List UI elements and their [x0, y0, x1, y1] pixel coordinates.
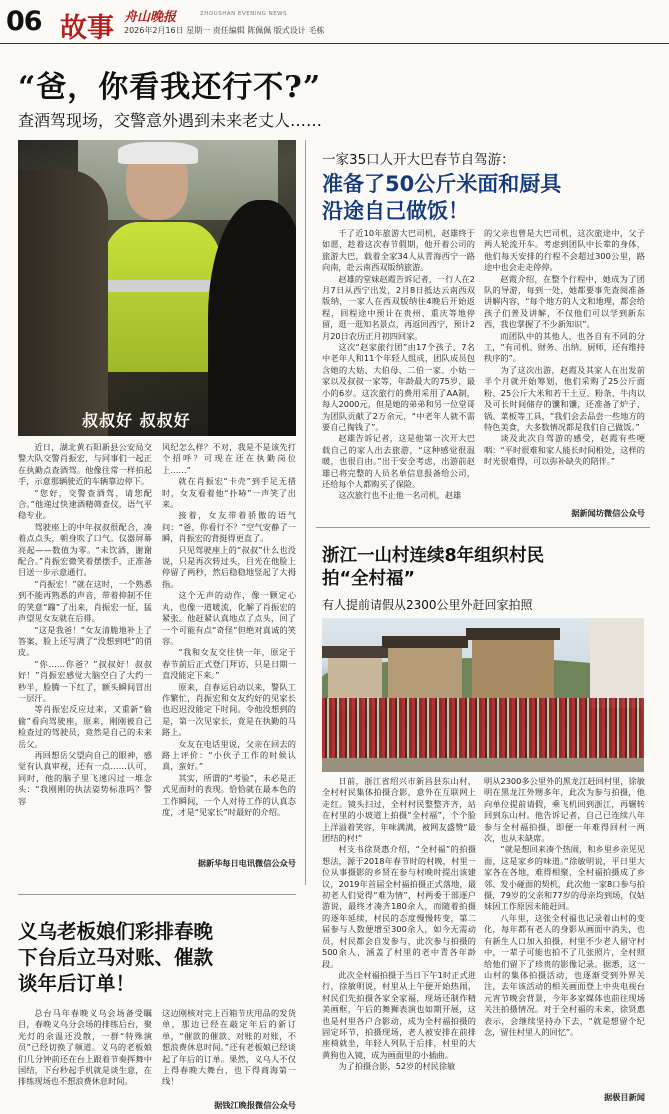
- story4-column-2: [162, 1008, 296, 1100]
- paragraph: “这是我爸！”女友清脆地补上了答案，脸上还写满了“没想到吧”的俏皮。: [18, 624, 152, 658]
- story3-subhead: 有人提前请假从2300公里外赶回家拍照: [322, 598, 533, 612]
- house-left-roof: [322, 646, 388, 658]
- story1-headline: “爸，你看我还行不?”: [18, 70, 322, 105]
- paragraph: “您好，交警查酒驾，请您配合。”他递过快速酒精筛查仪，语气平稳专业。: [18, 487, 152, 521]
- story1-credit: 据新华每日电讯微信公众号: [197, 858, 296, 868]
- ground: [322, 758, 644, 772]
- paragraph: 赵霞介绍，在整个行程中，她成为了团队的导游，每到一处，她都要事先查阅准备讲解内容，“每个地方的人文和地理，都会给孩子们普及讲解，不仅他们可以学到新东西，我也掌握了不少新知识”。: [484, 273, 645, 330]
- paragraph: 这次“赵家旅行团”由17个孩子、7名中老年人和11个年轻人组成，团队成员包含她的大姑、大伯母、二伯一家、小姑一家以及叔叔一家等，年龄最大的75岁，最小的6岁。这次旅行的费用采用了AA制，每人2000元，但是她的弟弟和另一位堂哥为团队贡献了2万余元，“中老年人就不需要自己掏钱了”。: [322, 342, 475, 432]
- story1-photo: [18, 140, 296, 436]
- paragraph: “肖振宏！”就在这时，一个熟悉到不能再熟悉的声音，带着抑制不住的笑意“蹦”了出来，肖振宏一怔，猛声望见女友就在后排。: [18, 578, 152, 624]
- paragraph: 这个无声的动作，像一颗定心丸，也像一道暖流，化解了肖振宏的紧张。他赶紧认真地点了点头，回了一个可能有点“奇怪”但绝对真诚的笑容。: [162, 590, 296, 646]
- house-right: [590, 618, 644, 708]
- officer-cap: [118, 142, 198, 164]
- paragraph: 风纪怎么样？不对，我是不是该先打个招呼？可现在还在执勤岗位上……”: [162, 442, 296, 475]
- crowd: [322, 698, 644, 762]
- paragraph: 八年里，这张全村福也记录着山村的变化，每年都有老人的身影从画面中消失，也有新生人口加入拍摄，村里不少老人留守村中，一辈子可能也拍不了几张照片，全村照给他们留下了珍贵的影像记录。据悉，这一山村的集体拍摄活动，也逐渐受到外界关注，去年该活动的相关画面登上中央电视台元宵节晚会背景，今年多家媒体也前往现场关注拍摄情况。对于全村福的未来，徐贤惠表示，会继续坚持办下去，“就是想留个纪念，留住村里人的回忆”。: [484, 912, 645, 1037]
- story4-column-1: [18, 1008, 152, 1112]
- paragraph: 只见驾驶座上的“叔叔”什么也没说，只是再次转过头，目光在他脸上停留了两秒，然后稳稳地竖起了大拇指。: [162, 544, 296, 589]
- story2-headline-line2: 沿途自己做饭！: [322, 199, 469, 223]
- story2-column-2: [484, 228, 645, 508]
- column-divider: [305, 140, 306, 885]
- car-seat-left: [18, 170, 108, 436]
- page-number: 06: [6, 6, 42, 37]
- paragraph: 的父亲也曾是大巴司机，这次旅途中，父子两人轮流开车。考虑到团队中长辈的身体，他们每天安排的行程不会超过300公里，路途中也会走走停停。: [484, 228, 645, 273]
- paragraph: 等肖振宏反应过来，又重新“偷偷”看向驾驶座，原来，刚刚被自己检查过的驾驶员，竟然是自己的未来岳父。: [18, 704, 152, 749]
- paragraph: 驾驶座上的中年叔叔很配合，凑着点点头，朝身吹了口气。仪器屏幕亮起——数值为零。“未饮酒，谢谢配合。”肖振宏微笑着摆摆手，正准备目送一步示意通行。: [18, 521, 152, 578]
- story2-credit: 据新闻坊微信公众号: [571, 508, 645, 518]
- story3-column-1: [322, 776, 476, 1104]
- passenger-head: [208, 200, 296, 436]
- house-middle: [388, 644, 462, 700]
- paragraph: 赵雄的堂妹赵霞告诉记者，一行人在2月7日从西宁出发，2月8日抵达云南西双版纳，一家人在西双版纳住4晚后开始返程，回程途中预计在贵州、重庆等地停留，逛一逛知名景点，再返回西宁，预计2月20日农历正月初四回家。: [322, 273, 475, 341]
- paragraph: “就是想回来凑个热闹，和乡里乡亲见见面，这是家乡的味道。”徐敏明说，平日里大家各在各地，难得相聚，全村福拍摄成了乡邻、发小碰面的契机，此次他一家8口参与拍摄，79岁的父亲和77岁的母亲均到场，仅姑妹因工作原因未能赶回。: [484, 844, 645, 912]
- story1-column-2: [162, 442, 296, 858]
- paragraph: 其实，所谓的“考验”，未必是正式见面时的表现。恰恰就在最本色的工作瞬间，一个人对待工作的认真态度，才是“见家长”时最好的介绍。: [162, 772, 296, 817]
- paragraph: 为了这次出游，赵霞及其家人在出发前半个月就开始筹划，他们采购了25公斤面粉、25公斤大米和若干土豆、粉条、牛肉以及可长时间储存的馕和馕，还准备了炉子、锅、菜板等工具，“我们会去品尝一些地方的特色美食，大多数情况都是我们自己做饭。”: [484, 364, 645, 432]
- paragraph: 谈及此次自驾游的感受，赵霞有些哽咽：“平时很难和家人能长时间相处，这样的时光很难得，可以弥补缺失的陪伴。”: [484, 433, 645, 467]
- story4-headline-line1: 义乌老板娘们彩排春晚: [18, 920, 214, 943]
- paragraph: 接着，女友带着骄傲的语气问：“爸，你看行不？”空气安静了一瞬，肖振宏的背挺得更直了。: [162, 510, 296, 544]
- story4-credit: 据钱江晚报微信公众号: [214, 1100, 296, 1110]
- section-title: 故事: [60, 13, 114, 44]
- story4-headline-line2: 下台后立马对账、催款: [18, 946, 214, 969]
- paper-english-name: ZHOUSHAN EVENING NEWS: [200, 11, 288, 17]
- paragraph: 日前，浙江省绍兴市新昌县东山村，全村村民集体拍摄合影，意外在互联网上走红。镜头扫过，全村村民整整齐齐，站在村里的小坡道上拍摄“全村福”，个个脸上洋溢着笑容，年味满满，被网友盛赞“最团结的村!”: [322, 776, 476, 844]
- house-middle-roof: [382, 636, 468, 648]
- paragraph: 村支书徐贤惠介绍，“全村福”的拍摄想法，源于2018年春节时的村晚，村里一位从事摄影的乡贤在参与村晚时提出该建议，2019年首届全村福拍摄正式落地，最初老人们觉得“难为情”，村两委干部逐户游说，最终才凑齐180余人，而随着拍摄的逐年延续，村民的态度慢慢转变，第二届参与人数便增至300余人，如今无需动员，村民都会自发参与，此次参与拍摄的500余人，涵盖了村里的老中青各年龄段。: [322, 844, 476, 969]
- story4-divider: [18, 894, 296, 895]
- paragraph: 就在肖振宏“卡壳”到手足无措时，女友看着他“扑哧”一声笑了出来。: [162, 476, 296, 510]
- house-center-roof: [466, 628, 560, 640]
- story4-headline-line3: 谈年后订单！: [18, 972, 136, 995]
- masthead: [0, 0, 669, 44]
- story3-headline-text: 浙江一山村连续8年组织村民拍“全村福”: [322, 546, 545, 589]
- paragraph: 总台马年春晚义乌会场备受瞩目，春晚义乌分会场的排练后台，聚光灯的余温还没散，一群“特殊演员”已经切换了频道。义乌的老板娘们几分钟前还在台上跟着节奏挥舞中国结，下台秒起手机就是谈生意，在排练现场也不想浪费休息时间。: [18, 1008, 152, 1087]
- paragraph: 近日，湖北黄石阳新县公安局交警大队交警肖振宏，与同事们一起正在执勤点查酒驾。他像往常一样拍起手，示意那辆驶近的车辆靠边停下。: [18, 442, 152, 487]
- story3-photo: [322, 618, 644, 772]
- story1-column-1: [18, 442, 152, 872]
- vest-reflective-stripe: [102, 280, 222, 292]
- paragraph: 此次全村福拍摄于当日下午1时正式进行，徐敏明说，村里从上午便开始热闹，村民们先拍摄各家全家福，现场还制作精美画框，午后的舞狮表演也如期开展，这也是村里各户合影动，成为全村福拍摄的固定环节，拍摄现场，老人被安排在前排座椅就坐，年轻人列队于后排，村里的大黄狗也入镜，成为画面里的小插曲。: [322, 969, 476, 1060]
- story2-column-1: [322, 228, 475, 522]
- story3-headline: [322, 545, 582, 591]
- paragraph: 为了拍摄合影，52岁的村民徐敏: [338, 1061, 456, 1072]
- paragraph: 这次旅行也不止他一名司机，赵雄: [338, 490, 462, 501]
- officer-vest: [102, 222, 222, 372]
- photo-caption: 叔叔好 叔叔好: [82, 411, 191, 430]
- paragraph: “我和女友交往快一年，原定于春节前后正式登门拜访，只是日期一直没能定下来。”: [162, 647, 296, 681]
- story2-headline-line1: 准备了50公斤米面和厨具: [322, 172, 562, 196]
- story2-kicker: 一家35口人开大巴春节自驾游：: [322, 152, 515, 168]
- paragraph: 女友在电话里说，父亲在回去的路上评价：“小伙子工作的时候认真，蛮好。”: [162, 738, 296, 772]
- paragraph: 原来，自春运启动以来，警队工作繁忙，肖振宏和女友约好的见家长也迟迟没能定下时间。令他没想到的是，第一次见家长，竟是在执勤的马路上。: [162, 681, 296, 738]
- paragraph: “你……你爸？”叔叔好！叔叔好！”肖振宏感觉大脑空白了大约一秒半，脸腾一下红了，额头瞬间冒出一层汗。: [18, 658, 152, 703]
- paragraph: 千了近10年旅游大巴司机，赵雄终于如愿，趁着这次春节假期，他开着公司的旅游大巴，载着全家34人从青海西宁一路向南，赴云南西双版纳旅游。: [322, 228, 475, 273]
- house-center: [472, 636, 554, 700]
- paragraph: 明从2300多公里外的黑龙江赶回村里，徐敏明在黑龙江外甥多年，此次为参与拍摄，他向单位提前请假，乘飞机回到浙江，再辗转回到东山村。他告诉记者，自己已连续八年参与全村福拍摄，即便一年难得回村一两次，也从未缺席。: [484, 776, 645, 844]
- paper-logo: 舟山晚报: [124, 10, 177, 25]
- story3-credit: 据极目新闻: [604, 1092, 645, 1102]
- section-divider: [316, 527, 650, 528]
- paragraph: 赵雄告诉记者，这是他第一次开大巴载自己的家人出去旅游，“这种感觉很温暖，也很自由。”出于安全考虑，出游前赵雄已将完整的人员名单信息报备给公司，还给每个人都购买了保险。: [322, 433, 475, 489]
- paragraph: 再回想岳父望向自己的眼神，感觉有认真审视，还有一点……认可，同时，他的脑子里飞速闪过一堆念头：“我刚刚的执法姿势标准吗？警容: [18, 749, 152, 806]
- paragraph: 这边刚核对完上百箱节庆用品的发货单，那边已经在敲定年后的新订单，“催款的催款、对账的对账，不想浪费休息时间。”还有老板娘已经谈起了年后的订单。果然，义乌人不仅上得春晚大舞台，也下得商海第一线！: [162, 1008, 296, 1087]
- story1-subhead: 查酒驾现场，交警意外遇到未来老丈人……: [18, 111, 323, 130]
- story3-column-2: [484, 776, 645, 1092]
- paragraph: 而团队中的其他人，也各自有不同的分工，“有司机、财务、出纳、厨师，还有维持秩序的”。: [484, 330, 645, 364]
- issue-info: 2026年2月16日 星期一 责任编辑 陈佩佩 版式设计 毛栋: [124, 26, 325, 35]
